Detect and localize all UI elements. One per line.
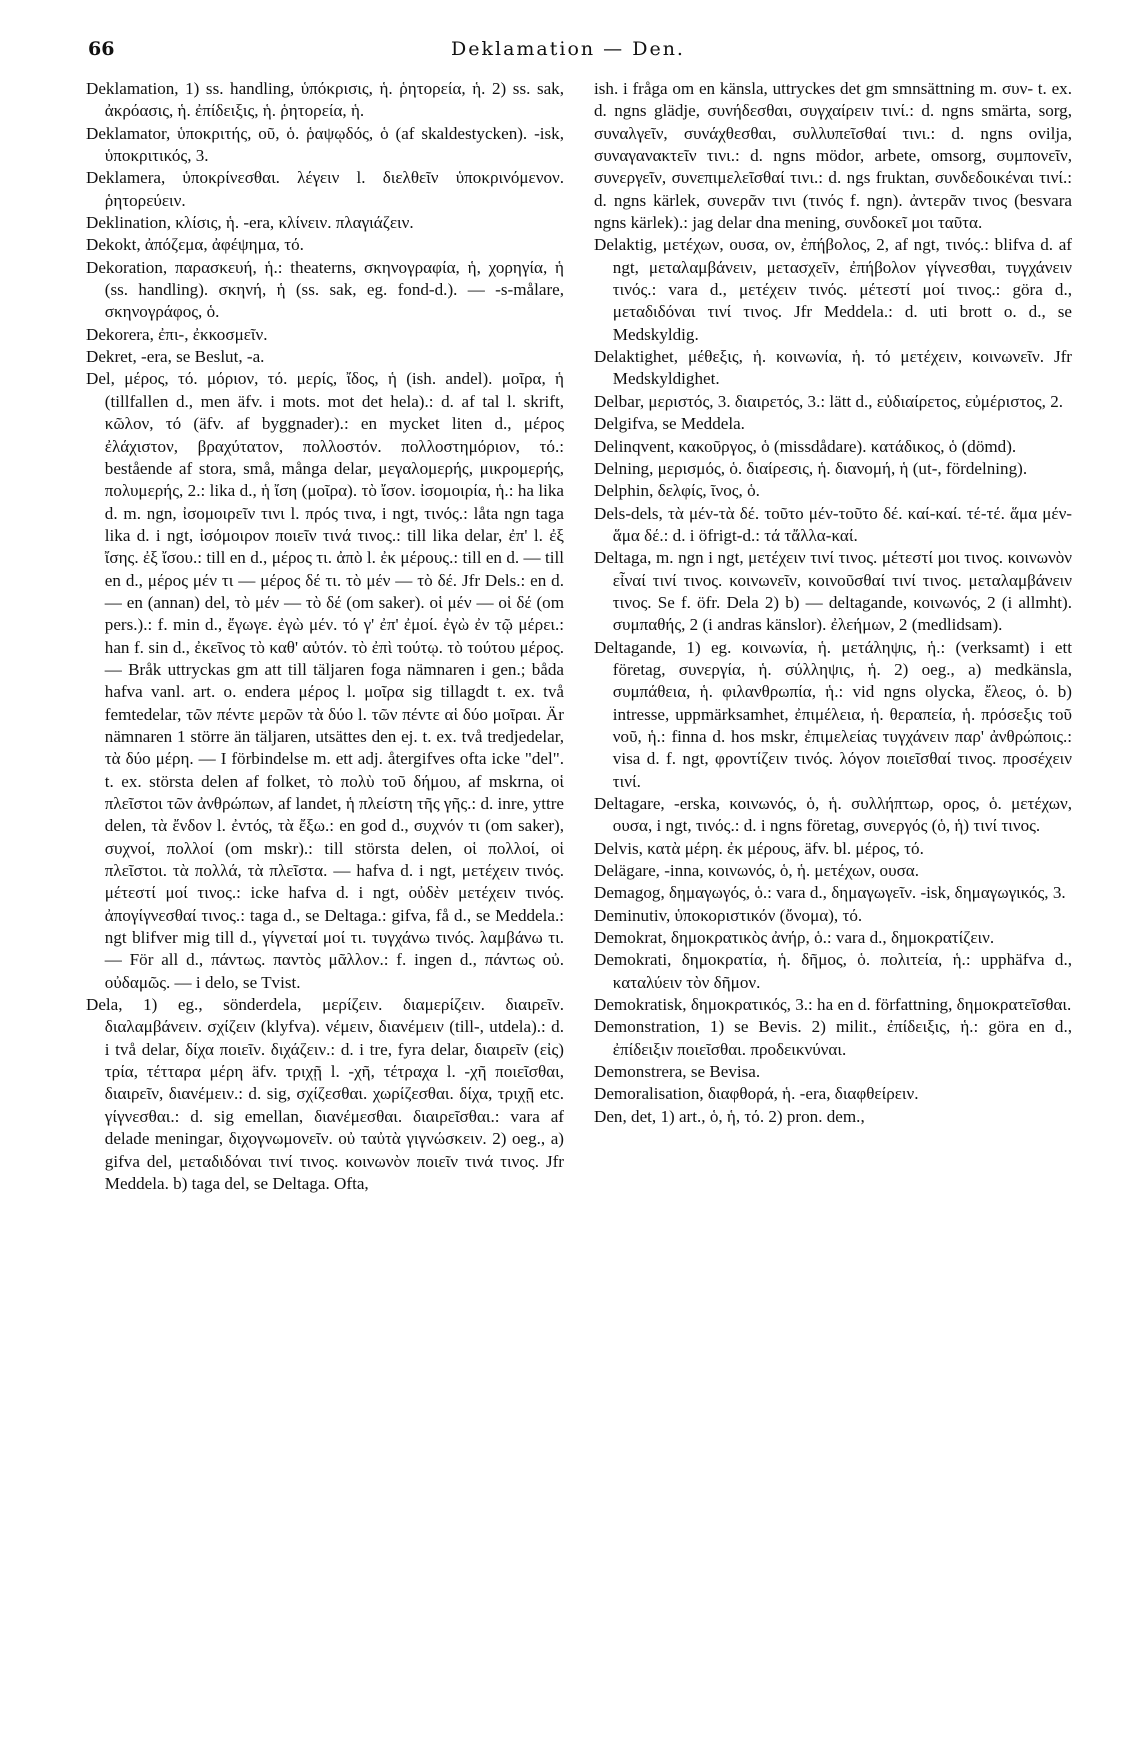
dictionary-entry: Demokratisk, δημοκρατικός, 3.: ha en d. författning, δημοκρατεῖσθαι. [594, 995, 1072, 1015]
dictionary-entry: Delägare, -inna, κοινωνός, ὁ, ἡ. μετέχων, ουσα. [594, 861, 920, 881]
dictionary-entry: Deklamera, ὑποκρίνεσθαι. λέγειν l. διελθεῖν ὑποκρινόμενον. ῥητορεύειν. [86, 168, 564, 210]
dictionary-entry: Den, det, 1) art., ὁ, ἡ, τό. 2) pron. dem., [594, 1106, 865, 1126]
dictionary-entry: Dels-dels, τὰ μέν-τὰ δέ. τοῦτο μέν-τοῦτο δέ. καί-καί. τέ-τέ. ἅμα μέν-ἅμα δέ.: d. i öfrigt-d.: τά τἄλλα-καί. [594, 503, 1072, 545]
dictionary-entry: Dekorera, ἐπι-, ἐκκοσμεῖν. [86, 324, 268, 344]
dictionary-entry: Demonstration, 1) se Bevis. 2) milit., ἐπίδειξις, ἡ.: göra en d., ἐπίδειξιν ποιεῖσθαι. προδεικνύναι. [594, 1017, 1072, 1059]
dictionary-entry: Delgifva, se Meddela. [594, 414, 745, 434]
page-header [88, 38, 1048, 70]
dictionary-entry: Dekokt, ἀπόζεμα, ἀφέψημα, τό. [86, 235, 304, 255]
dictionary-entry: Deklamation, 1) ss. handling, ὑπόκρισις, ἡ. ῥητορεία, ἡ. 2) ss. sak, ἀκρόασις, ἡ. ἐπίδειξις, ἡ. ῥητορεία, ἡ. [86, 79, 564, 121]
dictionary-entry: ish. i fråga om en känsla, uttryckes det gm smnsättning m. συν- t. ex. d. ngns glädje, συνήδεσθαι, συγχαίρειν τινί.: d. ngns smärta, sorg, συναλγεῖν, συνάχθεσθαι, συλλυπεῖσθαί τινι.: d. ngns ovilja, συναγανακτεῖν τινι.: d. ngns mödor, arbete, omsorg, συμπονεῖν, συνεργεῖν, συνεπιμελεῖσθαί τινι.: d. ngs fruktan, συνδεδοικέναι τινί.: d. ngns kärlek, συνερᾶν τινι (τινός f. ngn). ἀντερᾶν τινος (besvara ngns kärlek).: jag delar dna mening, συνδοκεῖ μοι ταῦτα. [594, 79, 1072, 233]
dictionary-entry: Deklamator, ὑποκριτής, οῦ, ὁ. ῥαψῳδός, ὁ (af skaldestycken). -isk, ὑποκριτικός, 3. [86, 123, 564, 166]
dictionary-entry: Delaktighet, μέθεξις, ἡ. κοινωνία, ἡ. τό μετέχειν, κοινωνεῖν. Jfr Medskyldighet. [594, 347, 1072, 389]
dictionary-entry: Deminutiv, ὑποκοριστικόν (ὄνομα), τό. [594, 905, 863, 925]
running-head: Deklamation — Den. [451, 38, 685, 60]
dictionary-entry: Demokrat, δημοκρατικὸς ἀνήρ, ὁ.: vara d., δημοκρατίζειν. [594, 928, 995, 948]
dictionary-entry: Delbar, μεριστός, 3. διαιρετός, 3.: lätt d., εὐδιαίρετος, εὐμέριστος, 2. [594, 391, 1064, 411]
dictionary-entry: Deltagande, 1) eg. κοινωνία, ἡ. μετάληψις, ἡ.: (verksamt) i ett företag, συνεργία, ἡ. σύλληψις, ἡ. 2) oeg., a) medkänsla, συμπάθεια, ἡ. φιλανθρωπία, ἡ.: vid ngns olycka, ἔλεος, ὁ. b) intresse, uppmärksamhet, ἐπιμέλεια, ἡ. θεραπεία, ἡ. πρόσεξις τοῦ νοῦ, ἡ.: finna d. hos mskr, ἐπιμελείας τυγχάνειν παρ' ἀνθρώποις.: visa d. f. ngt, φροντίζειν τινός. λόγον ποιεῖσθαί τινος. προσέχειν τινί. [594, 637, 1072, 791]
dictionary-entry: Delaktig, μετέχων, ουσα, ον, ἐπήβολος, 2, af ngt, τινός.: blifva d. af ngt, μεταλαμβάνειν, μετασχεῖν, ἐπήβολον γίγνεσθαι, τυγχάνειν τινός.: vara d., μετέχειν τινός. μέτεστί μοί τινος.: göra d., μεταδιδόναι τινί τινος. Jfr Meddela.: d. uti brott o. d., se Medskyldig. [594, 235, 1072, 344]
dictionary-entry: Delvis, κατὰ μέρη. ἐκ μέρους, äfv. bl. μέρος, τό. [594, 838, 924, 858]
dictionary-entry: Delinqvent, κακοῦργος, ὁ (missdådare). κατάδικος, ὁ (dömd). [594, 436, 1017, 456]
dictionary-entry: Deltaga, m. ngn i ngt, μετέχειν τινί τινος. μέτεστί μοι τινος. κοινωνὸν εἶναί τινί τινος. κοινωνεῖν, κοινοῦσθαί τινί τινος. μεταλαμβάνειν τινος. Se f. öfr. Dela 2) b) — deltagande, κοινωνός, 2 (i allmht). συμπαθής, 2 (i andras känslor). ἐλεήμων, 2 (medlidsam). [594, 548, 1072, 635]
page-number: 66 [88, 38, 115, 60]
dictionary-entry: Deltagare, -erska, κοινωνός, ὁ, ἡ. συλλήπτωρ, ορος, ὁ. μετέχων, ουσα, i ngt, τινός.: d. i ngns företag, συνεργός (ὁ, ἡ) τινί τινος. [594, 794, 1072, 836]
dictionary-entry: Demokrati, δημοκρατία, ἡ. δῆμος, ὁ. πολιτεία, ἡ.: upphäfva d., καταλύειν τὸν δῆμον. [594, 950, 1072, 992]
dictionary-entry: Demonstrera, se Bevisa. [594, 1062, 761, 1082]
dictionary-entry: Del, μέρος, τό. μόριον, τό. μερίς, ἴδος, ἡ (ish. andel). μοῖρα, ἡ (tillfallen d., men äfv. i mots. mot det hela).: d. af tal l. skrift, κῶλον, τό (äfv. af byggnader).: en mycket liten d., μέρος ἐλάχιστον, βραχύτατον, πολλοστόν. πολλοστημόριον, τό.: bestående af stora, små, många delar, μεγαλομερής, μικρομερής, πολυμερής, 2.: lika d., ἡ ἴση (μοῖρα). τὸ ἴσον. ἰσομοιρία, ἡ.: ha lika d. m. ngn, ἰσομοιρεῖν τινι l. πρός τινα, i ngt, τινός.: låta ngn taga lika d. i ngt, ἰσόμοιρον ποιεῖν τινά τινος.: till lika delar, ἐπ' l. ἐξ ἴσης. ἐξ ἴσου.: till en d., μέρος τι. ἀπὸ l. ἐκ μέρους.: till en d. — till en d., μέρος μέν τι — μέρος δέ τι. τὸ μέν — τὸ δέ. Jfr Dels.: en d. — en (annan) del, τὸ μέν — τὸ δέ (om saker). οἱ μέν — οἱ δέ (om pers.).: f. min d., ἔγωγε. ἐγὼ μέν. τό γ' ἐπ' ἐμοί. ἐγὼ ἐν τῷ μέρει.: han f. sin d., ἐκεῖνος τὸ καθ' αὑτόν. τὸ ἐπὶ τούτῳ. τὸ τούτου μέρος. — Bråk uttryckas gm att till täljaren foga nämnaren i gen.; båda hafva vanl. art. o. endera μέρος l. μοῖρα sig tillagdt t. ex. två femtedelar, τῶν πέντε μερῶν τὰ δύο l. τῶν πέντε αἱ δύο μοῖραι. Är nämnaren 1 större än täljaren, utsättes den ej. t. ex. två tredjedelar, τὰ δύο μέρη. — I förbindelse m. ett adj. återgifves ofta icke "del". t. ex. största delen af folket, τὸ πολὺ τοῦ δήμου, af mskrna, οἱ πλεῖστοι τῶν ἀνθρώπων, af landet, ἡ πλείστη τῆς γῆς.: d. inre, yttre delen, τὰ ἔνδον l. ἐντός, τὰ ἔξω.: en god d., συχνόν τι (om saker), συχνοί, πολλοί (om mskr).: till största delen, οἱ πολλοί, οἱ πλεῖστοι. τὰ πολλά, τὰ πλεῖστα. — hafva d. i ngt, μετέχειν τινός. μέτεστί μοί τινος.: icke hafva d. i ngt, οὐδὲν μετέχειν τινός. ἀπογίγνεσθαί τινος.: taga d., se Deltaga.: gifva, få d., se Meddela.: ngt blifver mig till d., γίγνεταί μοί τι. τυγχάνω τινός. λαμβάνω τι. — För all d., πάντως. παντὸς μᾶλλον.: f. ingen d., πάντως οὐ. οὐδαμῶς. — i delo, se Tvist. [86, 369, 564, 992]
left-column [86, 78, 564, 1718]
dictionary-entry: Dela, 1) eg., sönderdela, μερίζειν. διαμερίζειν. διαιρεῖν. διαλαμβάνειν. σχίζειν (klyfva). νέμειν, διανέμειν (till-, utdela).: d. i två delar, δίχα ποιεῖν. διχάζειν.: d. i tre, fyra delar, διαιρεῖν (εἰς) τρία, τέτταρα μέρη äfv. τριχῇ l. -χῆ, τέτραχα l. -χῆ ποιεῖσθαι, διαιρεῖν, διανέμειν.: d. sig, σχίζεσθαι. χωρίζεσθαι. δίχα, τριχῇ etc. γίγνεσθαι.: d. sig emellan, διανέμεσθαι. διαιρεῖσθαι.: vara af delade meningar, διχογνωμονεῖν. οὐ ταὐτὰ γιγνώσκειν. 2) oeg., a) gifva del, μεταδιδόναι τινί τινος. κοινωνὸν ποιεῖν τινά τινος. Jfr Meddela. b) taga del, se Deltaga. Ofta, [86, 995, 564, 1193]
right-column [594, 78, 1072, 1718]
dictionary-entry: Delning, μερισμός, ὁ. διαίρεσις, ἡ. διανομή, ἡ (ut-, fördelning). [594, 458, 1028, 478]
dictionary-entry: Deklination, κλίσις, ἡ. -era, κλίνειν. πλαγιάζειν. [86, 213, 414, 233]
dictionary-entry: Delphin, δελφίς, ῖνος, ὁ. [594, 481, 760, 501]
dictionary-entry: Demagog, δημαγωγός, ὁ.: vara d., δημαγωγεῖν. -isk, δημαγωγικός, 3. [594, 883, 1066, 903]
dictionary-entry: Demoralisation, διαφθορά, ἡ. -era, διαφθείρειν. [594, 1084, 919, 1104]
dictionary-entry: Dekoration, παρασκευή, ἡ.: theaterns, σκηνογραφία, ἡ, χορηγία, ἡ (ss. handling). σκηνή, ἡ (ss. sak, eg. fond-d.). — -s-målare, σκηνογράφος, ὁ. [86, 257, 564, 322]
dictionary-entry: Dekret, -era, se Beslut, -a. [86, 347, 265, 367]
